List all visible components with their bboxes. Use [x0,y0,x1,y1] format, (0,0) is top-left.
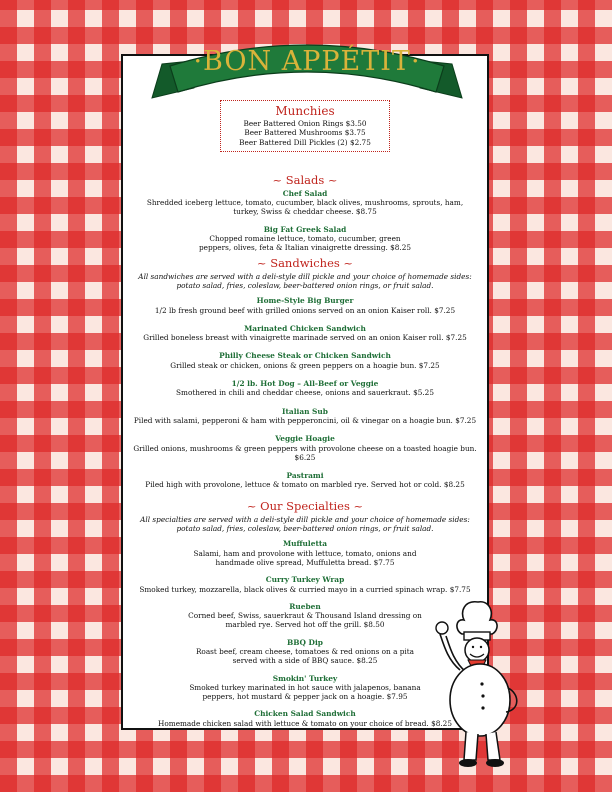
item-name: Italian Sub [282,406,328,416]
item-name: Marinated Chicken Sandwich [244,323,366,333]
item-desc: Smoked turkey, mozzarella, black olives & curried mayo in a curried spinach wrap. $7.75 [139,584,471,594]
item-desc: Grilled boneless breast with vinaigrette marinade served on an onion Kaiser roll. $7.25 [143,333,467,343]
specialties-note: All specialties are served with a deli-style dill pickle and your choice of homemade sides: potato salad, fries, coleslaw, beer-battered onion rings, or fruit salad. [140,514,470,534]
item-desc: Shredded iceberg lettuce, tomato, cucumber, black olives, mushrooms, sprouts, ham, turkey, Swiss & cheddar cheese. $8.75 [146,198,464,217]
sandwiches-note: All sandwiches are served with a deli-style dill pickle and your choice of homemade sides: potato salad, fries, coleslaw, beer-battered onion rings, or fruit salad. [138,271,472,290]
menu-item [125,471,485,490]
munchies-box [220,100,390,152]
item-desc: Smothered in chili and cheddar cheese, onions and sauerkraut. $5.25 [176,388,434,398]
menu-item [125,575,485,594]
specialties-title: ~ Our Specialties ~ [246,498,364,513]
item-desc: Grilled onions, mushrooms & green peppers with provolone cheese on a toasted hoagie bun. $6.25 [133,443,477,462]
munchies-title: Munchies [275,104,335,118]
banner-title: ·BON APPÉTIT· [193,46,421,77]
menu-item [125,379,485,398]
item-desc: Homemade chicken salad with lettuce & tomato on your choice of bread. $8.25 [158,718,452,728]
munchies-item: Beer Battered Onion Rings $3.50 [243,119,367,128]
item-desc: Roast beef, cream cheese, tomatoes & red onions on a pita served with a side of BBQ sauce. $8.25 [195,646,415,666]
item-desc: 1/2 lb fresh ground beef with grilled onions served on an onion Kaiser roll. $7.25 [154,305,456,315]
item-name: Chicken Salad Sandwich [254,709,356,719]
menu-item [125,539,485,567]
salads-title: ~ Salads ~ [272,172,338,187]
item-name: BBQ Dip [287,637,323,647]
item-name: Pastrami [286,471,324,481]
item-desc: Grilled steak or chicken, onions & green peppers on a hoagie bun. $7.25 [170,360,440,370]
item-desc: Smoked turkey marinated in hot sauce with jalapenos, banana peppers, hot mustard & pepper jack on a hoagie. $7.95 [189,682,421,702]
item-name: Smokin' Turkey [272,673,338,683]
menu-item [125,225,485,253]
item-name: Big Fat Greek Salad [263,224,347,234]
menu-item [125,407,485,426]
item-desc: Corned beef, Swiss, sauerkraut & Thousand Island dressing on marbled rye. Served hot off the grill. $8.50 [188,611,422,630]
item-name: 1/2 lb. Hot Dog – All-Beef or Veggie [231,379,379,389]
chef-illustration [430,600,526,770]
item-name: Muffuletta [282,539,328,549]
item-name: Chef Salad [282,188,328,198]
munchies-item: Beer Battered Dill Pickles (2) $2.75 [239,137,371,147]
menu-item [125,189,485,217]
item-name: Philly Cheese Steak or Chicken Sandwich [219,351,391,361]
item-desc: Chopped romaine lettuce, tomato, cucumber, green peppers, olives, feta & Italian vinaigrette dressing. $8.25 [198,234,412,253]
munchies-item: Beer Battered Mushrooms $3.75 [244,128,366,138]
menu-item [125,324,485,343]
item-desc: Piled high with provolone, lettuce & tomato on marbled rye. Served hot or cold. $8.25 [145,480,465,490]
menu-item [125,434,485,462]
item-name: Home-Style Big Burger [256,296,354,306]
sandwiches-title: ~ Sandwiches ~ [256,255,354,270]
menu-item [125,296,485,315]
item-desc: Salami, ham and provolone with lettuce, tomato, onions and handmade olive spread, Muffuletta bread. $7.75 [193,548,417,567]
menu-item [125,351,485,370]
item-name: Veggie Hoagie [275,434,335,444]
item-name: Curry Turkey Wrap [265,575,345,585]
item-name: Rueben [289,601,321,611]
item-desc: Piled with salami, pepperoni & ham with pepperoncini, oil & vinegar on a hoagie bun. $7.25 [133,415,477,425]
